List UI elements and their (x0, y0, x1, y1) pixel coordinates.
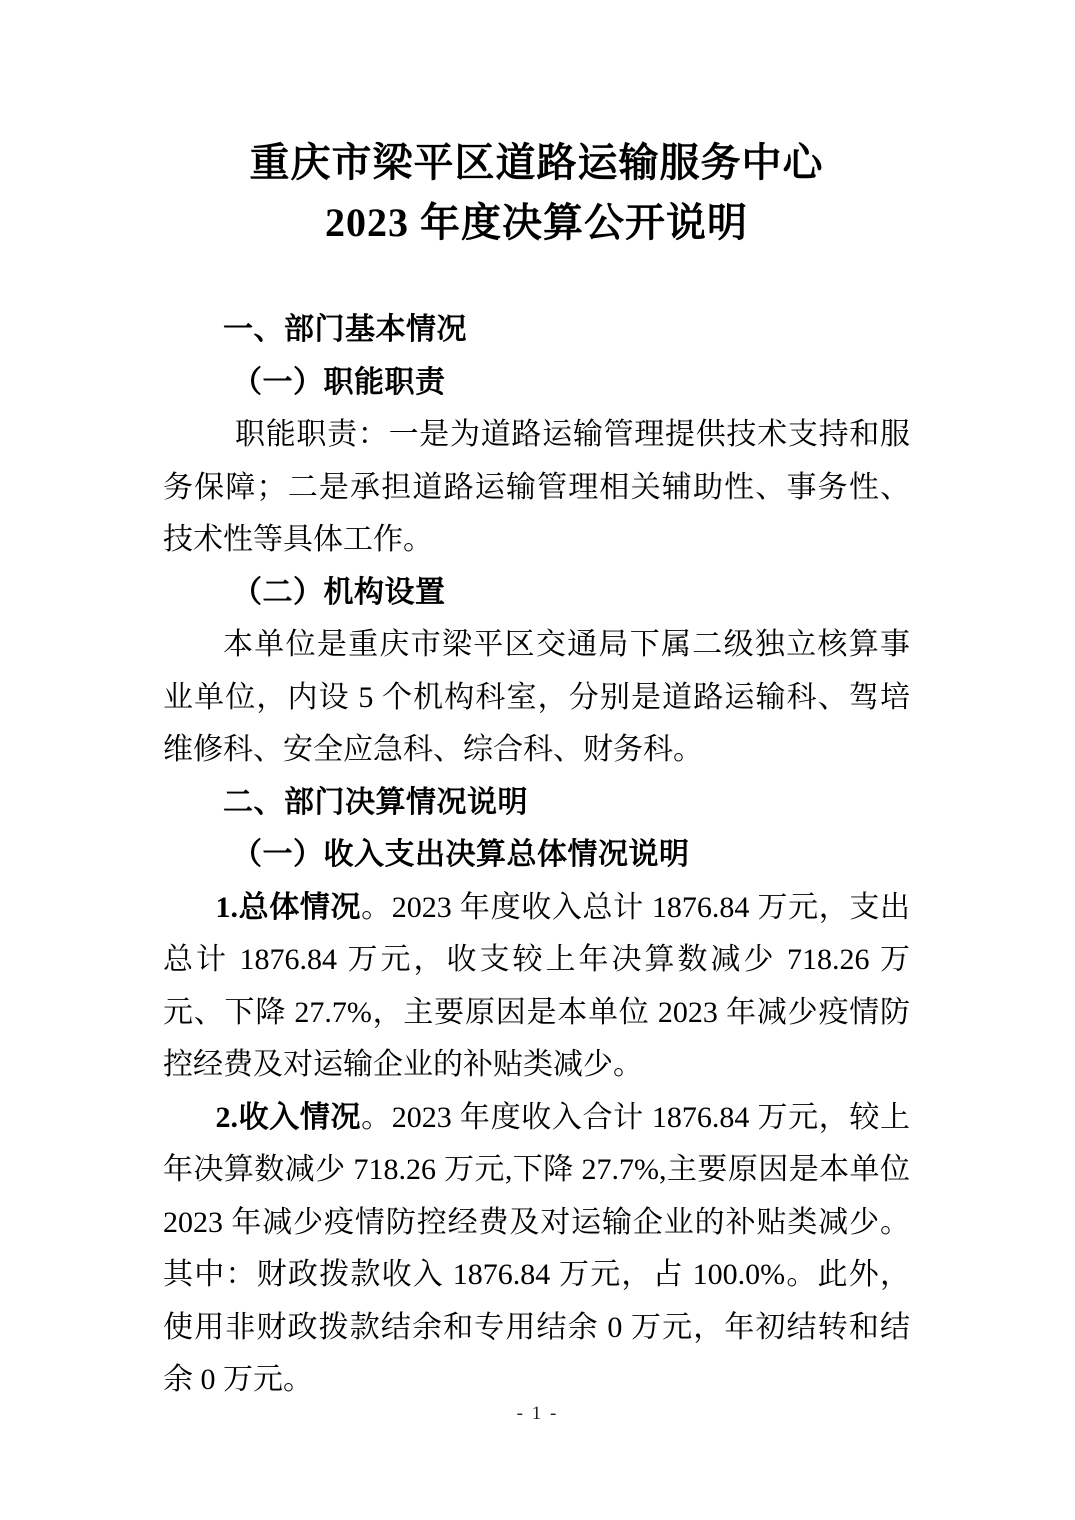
subsection-heading-1-1: （一）职能职责 (232, 365, 446, 399)
paragraph-lead-income: 2.收入情况 (215, 1100, 362, 1134)
subsection-heading-2-1: （一）收入支出决算总体情况说明 (232, 838, 690, 871)
paragraph-body-overall: 。2023 年度收入总计 1876.84 万元，支出总计 1876.84 万元，收支较上年决算数减少 718.26 万元、下降 27.7%，主要原因是本单位 2023 年减少疫情防控经费及对运输企业的补贴类减少。 (163, 890, 911, 1081)
paragraph-body-income: 。2023 年度收入合计 1876.84 万元，较上年决算数减少 718.26 万元,下降 27.7%,主要原因是本单位 2023 年减少疫情防控经费及对运输企业的补贴类减少。其中：财政拨款收入 1876.84 万元，占 100.0%。此外，使用非财政拨款结余和专用结余 0 万元，年初结转和结余 0 万元。 (163, 1100, 911, 1396)
paragraph-duties: 职能职责：一是为道路运输管理提供技术支持和服务保障；二是承担道路运输管理相关辅助性、事务性、技术性等具体工作。 (163, 418, 910, 556)
paragraph-lead-overall: 1.总体情况 (215, 890, 362, 924)
paragraph-income-situation (163, 1092, 910, 1407)
document-title-line-2: 2023 年度决算公开说明 (325, 200, 748, 245)
section-heading-1: 一、部门基本情况 (223, 313, 467, 346)
section-heading-2: 二、部门决算情况说明 (223, 785, 528, 819)
paragraph-organization: 本单位是重庆市梁平区交通局下属二级独立核算事业单位，内设 5 个机构科室，分别是道路运输科、驾培维修科、安全应急科、综合科、财务科。 (163, 628, 910, 766)
document-title-block (163, 133, 910, 253)
paragraph-overall-situation (163, 882, 910, 1092)
subsection-heading-1-2: （二）机构设置 (232, 575, 446, 609)
document-body (163, 133, 910, 1407)
document-title-line-1: 重庆市梁平区道路运输服务中心 (249, 140, 824, 185)
page-number-footer: - 1 - (516, 1403, 559, 1424)
